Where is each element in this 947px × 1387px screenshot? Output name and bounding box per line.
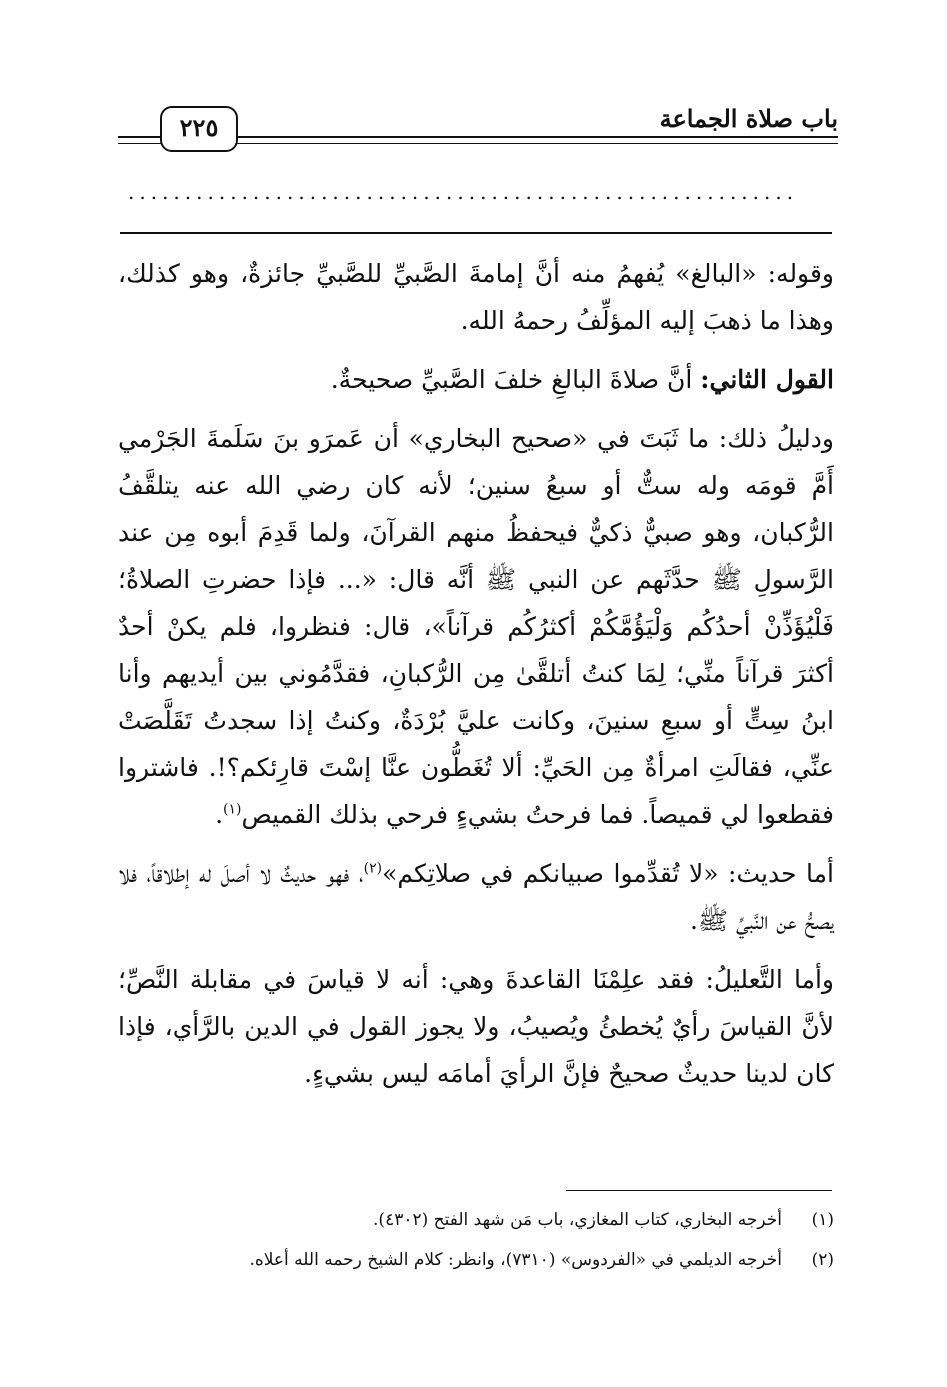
footnote-number: (٢) — [811, 1250, 834, 1270]
page-number: ٢٢٥ — [160, 106, 238, 152]
footnotes — [118, 1200, 834, 1280]
paragraph-1: وقوله: «البالغ» يُفهمُ منه أنَّ إمامةَ الصَّبيِّ للصَّبيِّ جائزةٌ، وهو كذلك، وهذا ما ذهبَ إليه المؤلِّفُ رحمهُ الله. — [118, 259, 834, 335]
page-header — [118, 100, 838, 150]
footnote-2 — [118, 1240, 834, 1280]
paragraph-3-end: . — [215, 800, 224, 829]
paragraph-3-text: ودليلُ ذلك: ما ثَبَتَ في «صحيح البخاري» أن عَمرَو بنَ سَلَمةَ الجَرْمي أَمَّ قومَه وله ستٌّ أو سبعُ سنين؛ لأنه كان رضي الله عنه يتلقَّفُ الرُّكبان، وهو صبيٌّ ذكيٌّ فيحفظُ منهم القرآنَ، ولما قَدِمَ أبوه مِن عند الرَّسولِ ﷺ حدَّثَهم عن النبي ﷺ أنَّه قال: «... فإذا حضرتِ الصلاةُ؛ فَلْيُؤَذِّنْ أحدُكُم وَلْيَؤُمَّكُمْ أكثرُكُم قرآناً»، قال: فنظروا، فلم يكنْ أحدٌ أكثرَ قرآناً منِّي؛ لِمَا كنتُ أتلقَّىٰ مِن الرُّكبانِ، فقدَّمُوني بين أيديهم وأنا ابنُ سِتٍّ أو سبعِ سنينَ، وكانت عليَّ بُرْدَةٌ، وكنتُ إذا سجدتُ تَقَلَّصَتْ عنِّي، فقالَتِ امرأةٌ مِن الحَيِّ: ألا تُغَطُّون عنَّا إسْتَ قارِئكم؟!. فاشتروا فقطعوا لي قميصاً. فما فرحتُ بشيءٍ فرحي بذلك القميص — [118, 424, 834, 829]
paragraph-3 — [118, 415, 834, 838]
running-title: باب صلاة الجماعة — [659, 104, 838, 133]
footnote-1 — [118, 1200, 834, 1240]
footnote-ref-2[interactable]: (٢) — [363, 860, 383, 877]
paragraph-5: وأما التَّعليلُ: فقد علِمْنَا القاعدةَ وهي: أنه لا قياسَ في مقابلة النَّصِّ؛ لأنَّ القياسَ رأيٌ يُخطئُ ويُصيبُ، ولا يجوز القول في الدين بالرَّأي، فإذا كان لدينا حديثٌ صحيحٌ فإنَّ الرأيَ أمامَه ليس بشيءٍ. — [118, 965, 834, 1088]
footnote-text: أخرجه البخاري، كتاب المغازي، باب مَن شهد الفتح (٤٣٠٢). — [373, 1210, 782, 1230]
text-top-rule — [120, 232, 832, 234]
main-text — [118, 250, 834, 1109]
footnote-text: أخرجه الديلمي في «الفردوس» (٧٣١٠)، وانظر: كلام الشيخ رحمه الله أعلاه. — [249, 1250, 782, 1270]
footnote-ref-1[interactable]: (١) — [223, 801, 242, 818]
second-opinion-text: أنَّ صلاةَ البالغِ خلفَ الصَّبيِّ صحيحةٌ. — [330, 365, 693, 394]
paragraph-4 — [118, 850, 834, 944]
second-opinion-label: القول الثاني: — [700, 365, 834, 394]
paragraph-4-text-a: أما حديث: «لا تُقدِّموا صبيانكم في صلاتِكم» — [382, 859, 834, 888]
paragraph-2 — [118, 356, 834, 403]
dotted-divider: ........................................................... — [128, 180, 799, 204]
footnote-rule — [566, 1190, 832, 1191]
footnote-number: (١) — [811, 1210, 834, 1230]
paragraph-4-text-b: ، فهو حديثٌ لا أصلَ له إطلاقاً، فلا يصحُّ عن النَّبيِّ ﷺ. — [118, 859, 834, 935]
